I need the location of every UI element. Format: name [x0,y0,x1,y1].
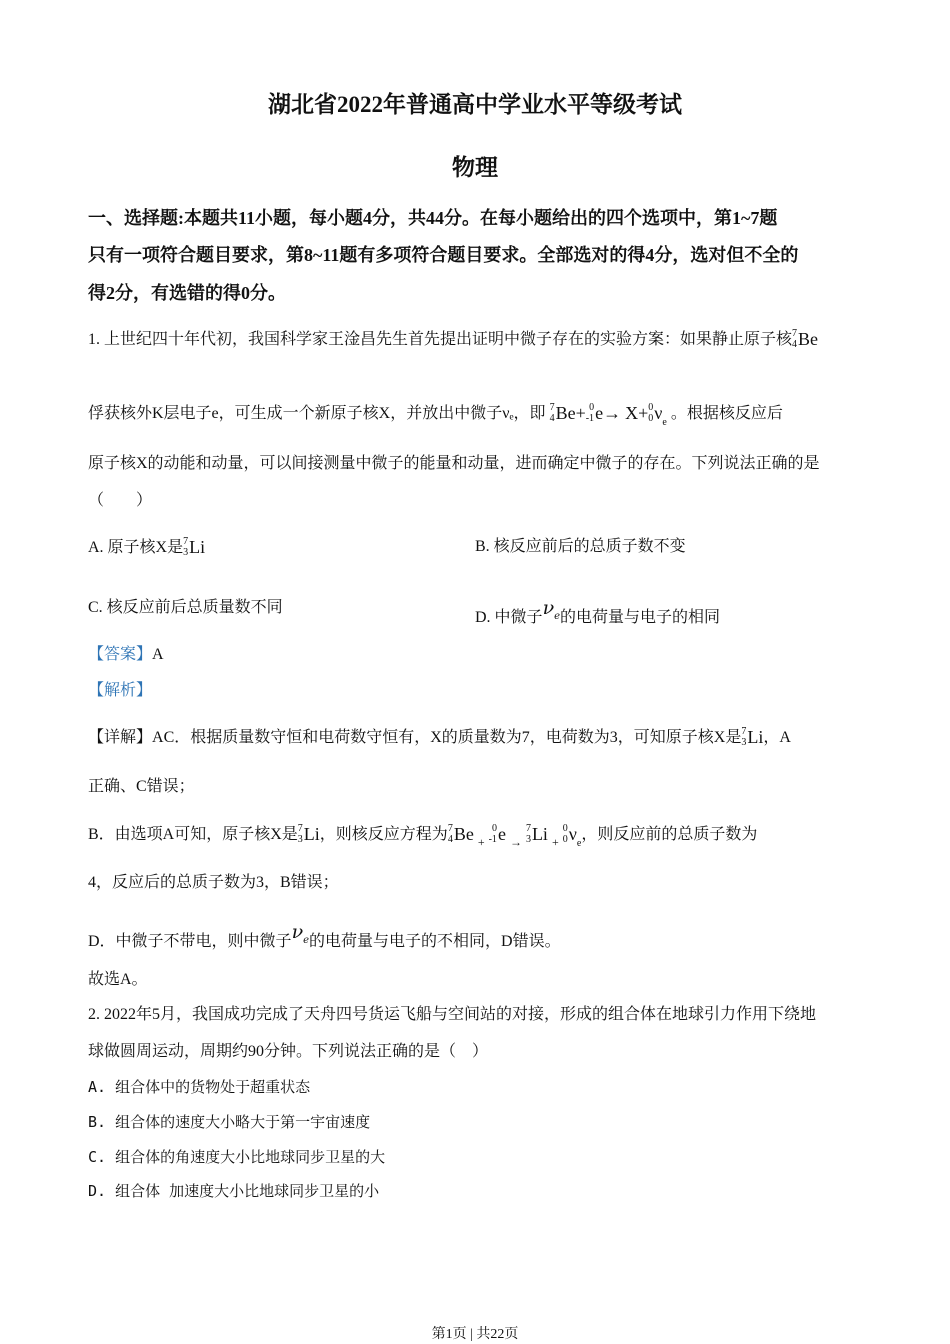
q1-line4: （ ） [88,492,153,509]
q2-option-b: B. 组合体的速度大小略大于第一宇宙速度 [88,1113,371,1131]
nuclide-be: 7 4 Be [792,328,819,350]
detail-line3: B．由选项A可知，原子核X是 7 3 Li ，则核反应方程为 7 4 Be + 0 -1 e → 7 3 Li + 0 0 ν e ，则反应前的总质子数为 [88,823,758,849]
detail-conclusion: 故选A。 [88,971,148,988]
exam-title: 湖北省2022年普通高中学业水平等级考试 [268,92,682,117]
q2-option-a: A. 组合体中的货物处于超重状态 [88,1078,311,1096]
answer: 【答案】A [88,646,164,663]
detail-line5: D．中微子不带电，则中微子$\nu_e$的电荷量与电子的不相同，D错误。 [88,921,561,950]
page-footer: 第1页 | 共22页 [431,1327,519,1342]
equation: 7 4 Be + 0 -1 e → X + 0 0 ν e [549,402,667,428]
q1-line3: 原子核X的动能和动量，可以间接测量中微子的能量和动量，进而确定中微子的存在。下列说法正确的是 [88,455,820,472]
q2-line1: 2. 2022年5月，我国成功完成了天舟四号货运飞船与空间站的对接，形成的组合体在地球引力作用下绕地 [88,1006,817,1023]
q2-option-c: C. 组合体的角速度大小比地球同步卫星的大 [88,1148,386,1166]
subject-title: 物理 [452,155,498,180]
section-instructions-3: 得2分，有选错的得0分。 [88,283,286,303]
q1-option-a: A. 原子核X是 7 3 Li [88,536,206,558]
q1-option-b: B. 核反应前后的总质子数不变 [475,538,686,555]
q2-line2: 球做圆周运动，周期约90分钟。下列说法正确的是（ ） [88,1043,489,1060]
q1-option-d: D. 中微子$\nu_e$的电荷量与电子的相同 [475,597,721,626]
q1-line1 [88,328,818,351]
q1-text: 。根据核反应后 [670,405,783,422]
q2-option-d: D. 组合体 加速度大小比地球同步卫星的小 [88,1182,380,1200]
detail-line1: 【详解】AC．根据质量数守恒和电荷数守恒有，X的质量数为7，电荷数为3，可知原子核X是 7 3 Li ，A [88,726,791,748]
q1-text: 1. 上世纪四十年代初，我国科学家王淦昌先生首先提出证明中微子存在的实验方案：如果静止原子核 [88,331,793,348]
detail-line2: 正确、C错误； [88,778,195,795]
section-instructions-1: 一、选择题:本题共11小题，每小题4分，共44分。在每小题给出的四个选项中，第1~7题 [88,208,778,228]
analysis-tag: 【解析】 [88,682,153,699]
detail-line4: 4，反应后的总质子数为3，B错误； [88,874,339,891]
q1-line2 [88,402,783,434]
section-instructions-2: 只有一项符合题目要求，第8~11题有多项符合题目要求。全部选对的得4分，选对但不全的 [88,245,799,265]
q1-option-c: C. 核反应前后总质量数不同 [88,599,283,616]
q1-text: 俘获核外K层电子e，可生成一个新原子核X，并放出中微子νₑ，即 [88,405,546,422]
